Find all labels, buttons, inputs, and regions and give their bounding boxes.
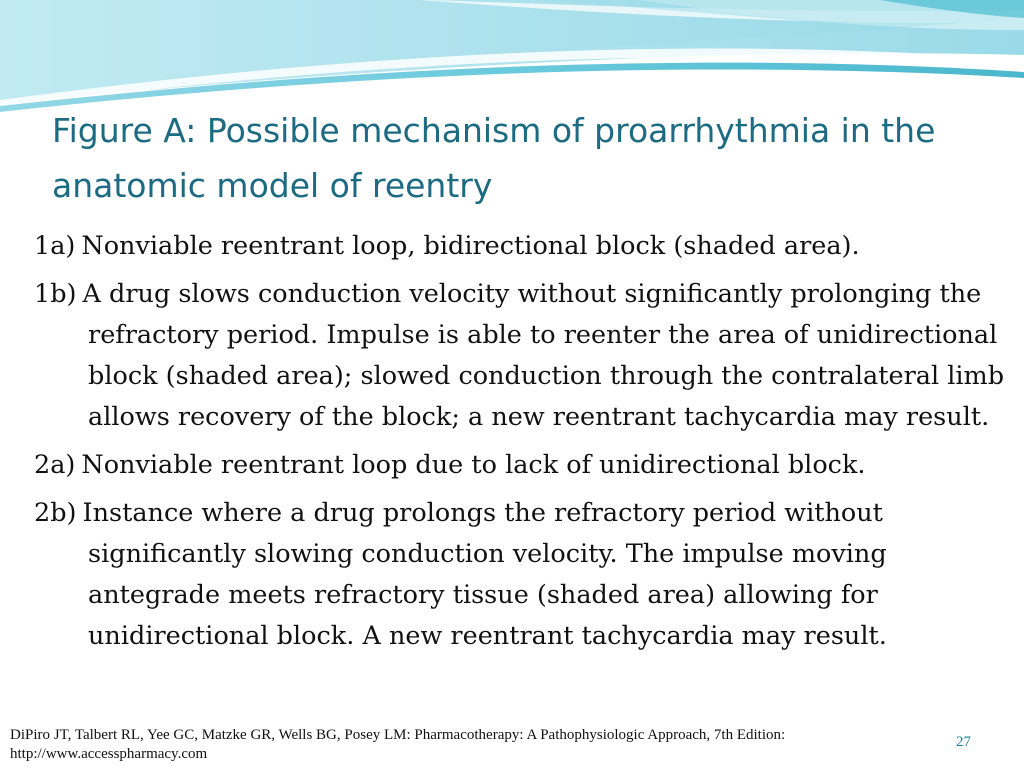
item-label: 1a) xyxy=(34,231,76,261)
slide-title: Figure A: Possible mechanism of proarrhythmia in the anatomic model of reentry xyxy=(52,111,936,205)
list-item xyxy=(34,445,1016,486)
item-label: 2b) xyxy=(34,498,77,528)
list-item xyxy=(34,493,1016,657)
slide-body xyxy=(34,226,1016,664)
item-text: Instance where a drug prolongs the refractory period without significantly slowing conduction velocity. The impulse moving antegrade meets refractory tissue (shaded area) allowing for unidirectional block. A new reentrant tachycardia may result. xyxy=(82,498,887,651)
item-text: Nonviable reentrant loop due to lack of unidirectional block. xyxy=(81,450,866,480)
citation xyxy=(10,726,930,764)
citation-url: http://www.accesspharmacy.com xyxy=(10,746,208,762)
list-item xyxy=(34,274,1016,438)
item-label: 2a) xyxy=(34,450,76,480)
item-text: Nonviable reentrant loop, bidirectional block (shaded area). xyxy=(81,231,860,261)
page-number: 27 xyxy=(956,734,971,750)
citation-reference: DiPiro JT, Talbert RL, Yee GC, Matzke GR, Wells BG, Posey LM: Pharmacotherapy: A Pathophysiologic Approach, 7th Edition: xyxy=(10,727,786,743)
list-item xyxy=(34,226,1016,267)
item-text: A drug slows conduction velocity without significantly prolonging the refractory period. Impulse is able to reenter the area of unidirectional block (shaded area); slowed conduction through the contralateral limb allows recovery of the block; a new reentrant tachycardia may result. xyxy=(82,279,1005,432)
item-label: 1b) xyxy=(34,279,77,309)
